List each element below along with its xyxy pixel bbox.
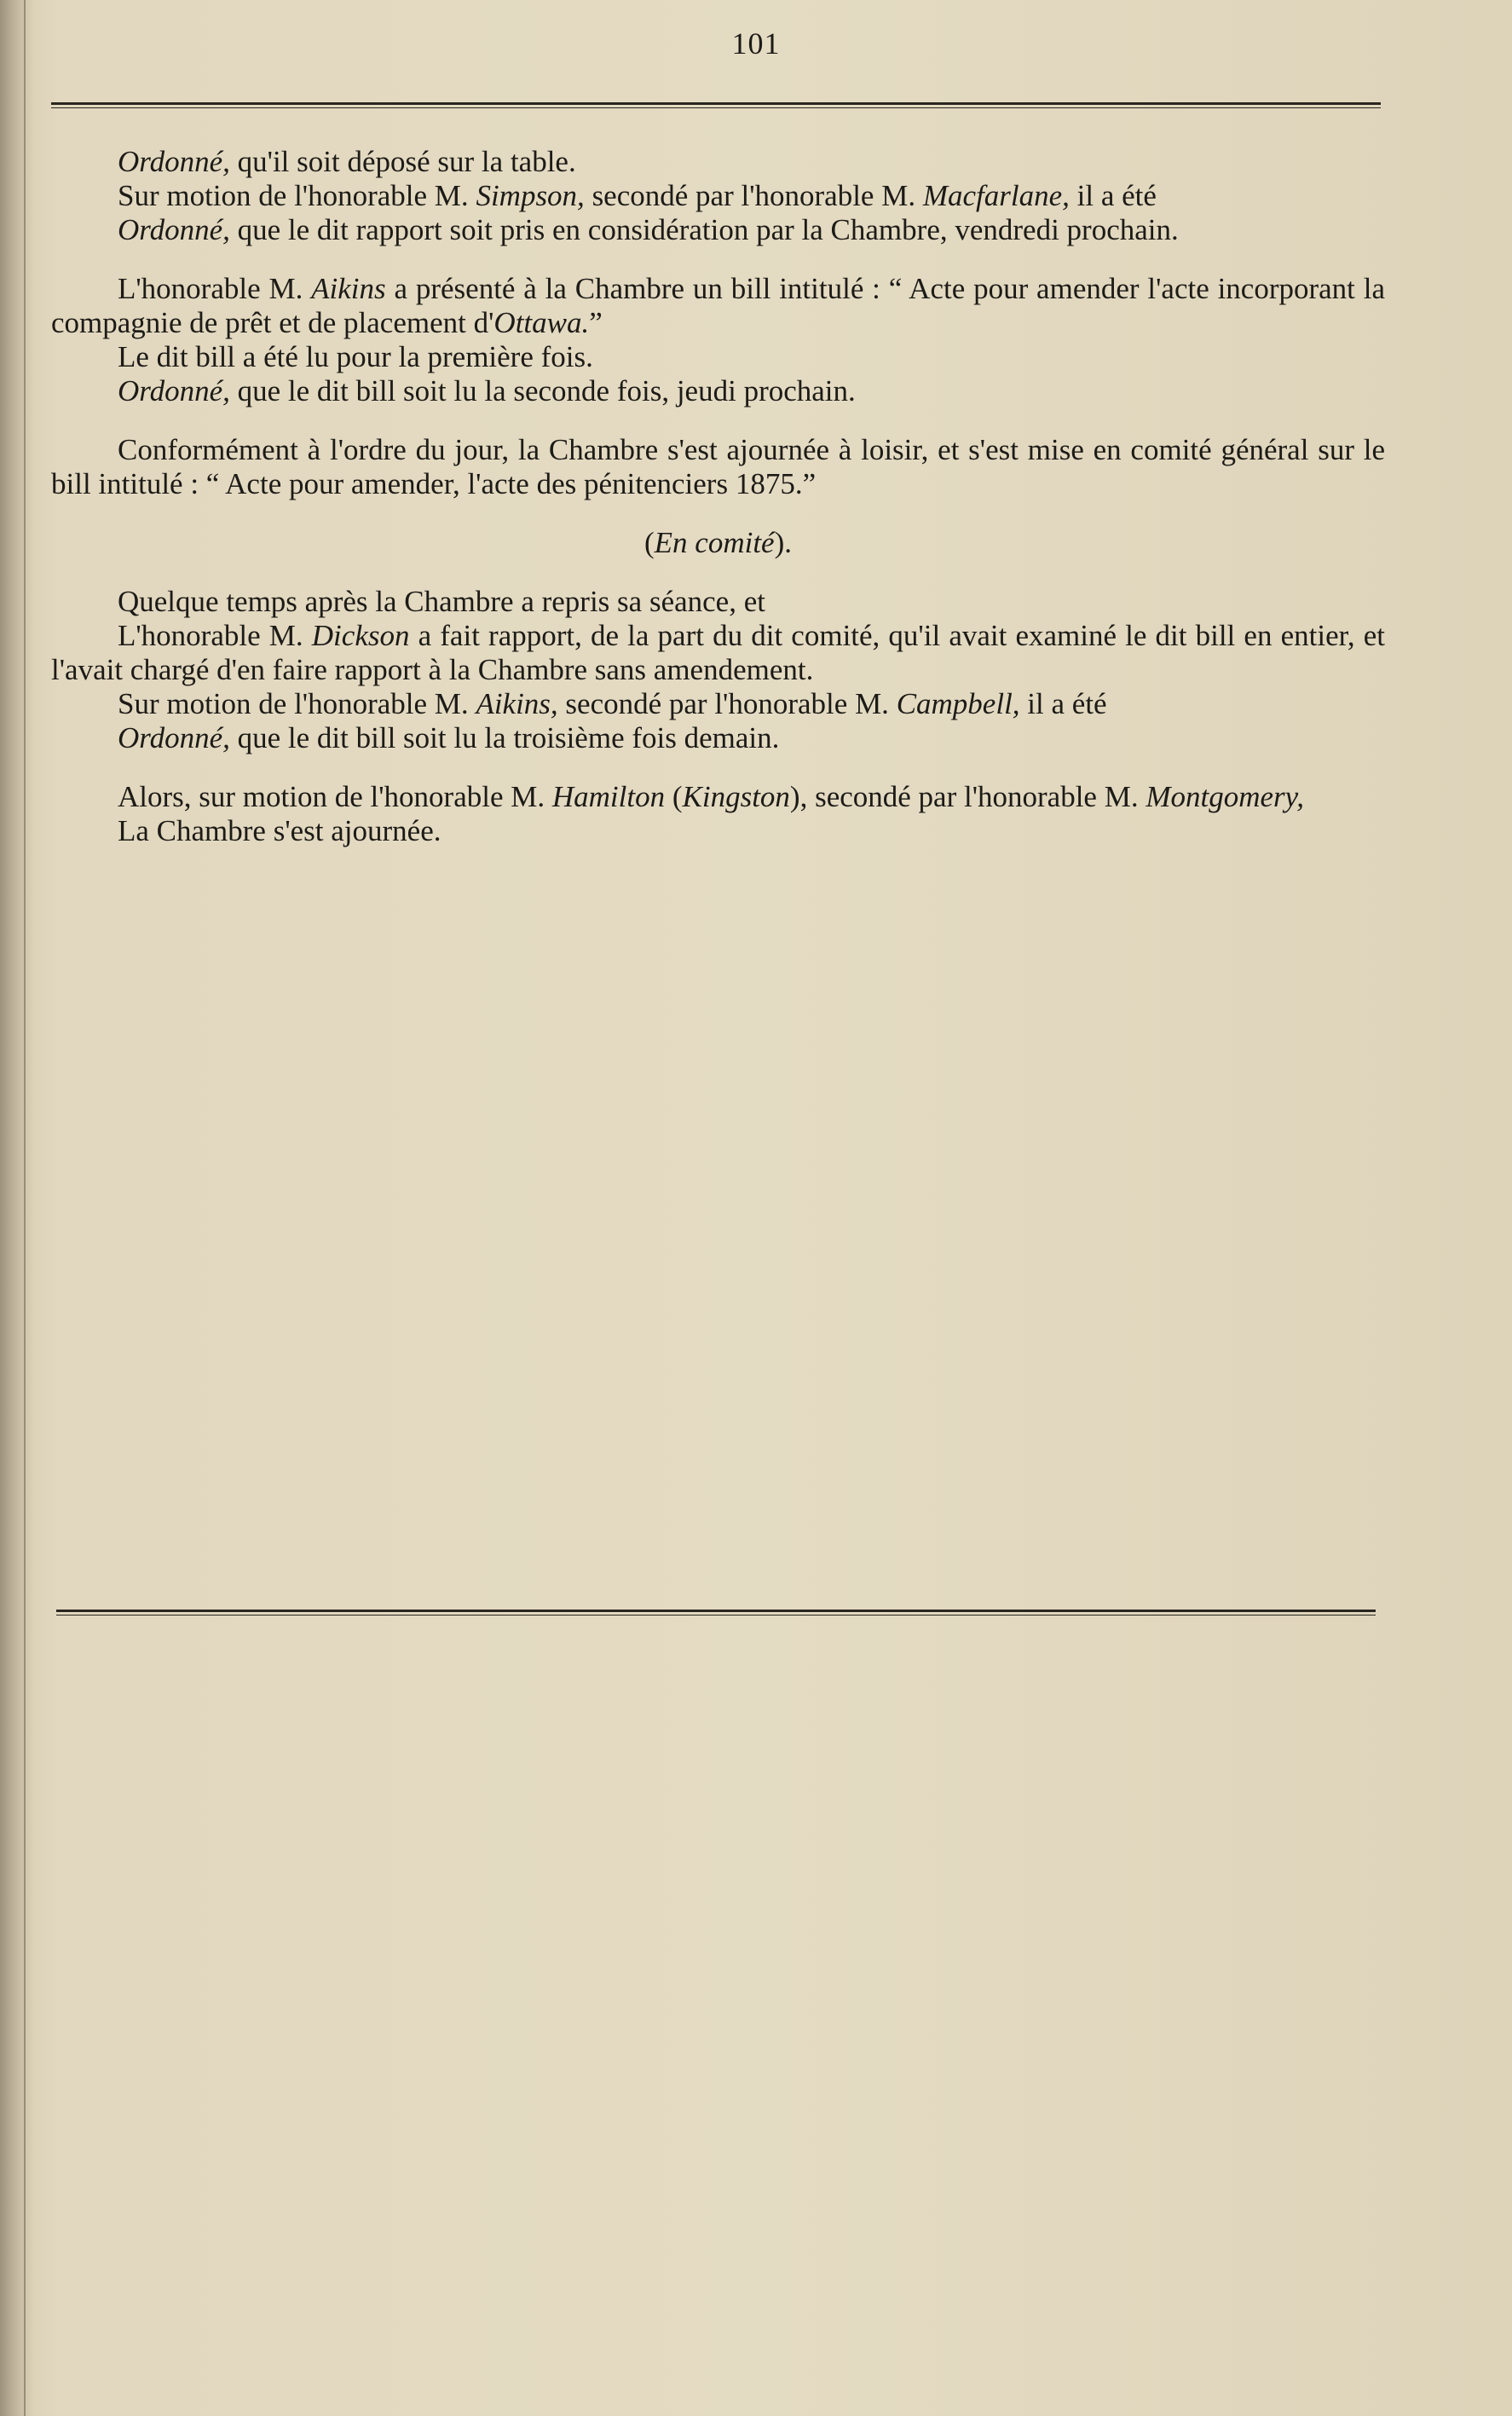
paragraph-text: que le dit bill soit lu la troisième fois demain.: [229, 721, 780, 754]
page-number: 101: [731, 26, 781, 61]
paragraph-adjourned: La Chambre s'est ajournée.: [118, 814, 441, 847]
name-simpson: Simpson,: [476, 179, 585, 212]
name-aikins: Aikins,: [476, 687, 558, 720]
paragraph-text: a présenté à la Chambre un bill intitulé : “ Acte pour amender l'acte incorporant la compagnie de prêt et de placement d': [51, 272, 1385, 339]
paragraph-text: Sur motion de l'honorable M.: [118, 687, 476, 720]
paragraph-text: que le dit rapport soit pris en considération par la Chambre, vendredi prochain.: [229, 213, 1179, 246]
paragraph-text: ), secondé par l'honorable M.: [789, 780, 1146, 813]
paragraph-motion-simpson: [51, 179, 1385, 213]
paren: (: [644, 526, 655, 559]
name-campbell: Campbell,: [896, 687, 1020, 720]
paragraph-first-reading: Le dit bill a été lu pour la première fois.: [118, 340, 593, 373]
paragraph-order-report: [51, 213, 1385, 247]
paragraph-text: Sur motion de l'honorable M.: [118, 179, 476, 212]
en-comite-heading: [51, 526, 1385, 560]
paragraph-order-tabled: [51, 145, 1385, 179]
journal-text: [51, 145, 1385, 848]
paragraph-text: secondé par l'honorable M.: [584, 179, 923, 212]
paragraph-text: ”: [589, 306, 603, 339]
paragraph-text: il a été: [1019, 687, 1107, 720]
paragraph-text: Alors, sur motion de l'honorable M.: [118, 780, 552, 813]
paragraph-order-second-reading: [51, 374, 1385, 408]
paragraph-committee: Conformément à l'ordre du jour, la Chambre s'est ajournée à loisir, et s'est mise en comité général sur le bill intitulé : “ Acte pour amender, l'acte des pénitenciers 1875.”: [51, 433, 1385, 500]
paragraph-bill-aikins: [51, 272, 1385, 340]
paren: ).: [774, 526, 792, 559]
ordonne-label: Ordonné,: [118, 145, 230, 178]
paragraph-text: il a été: [1069, 179, 1157, 212]
name-dickson: Dickson: [311, 619, 410, 652]
ordonne-label: Ordonné,: [118, 374, 230, 407]
paragraph-text: L'honorable M.: [118, 619, 312, 652]
header-rule: [51, 102, 1381, 108]
paragraph-order-third-reading: [51, 721, 1385, 755]
binding-edge-line: [24, 0, 26, 2416]
paragraph-report-dickson: [51, 619, 1385, 687]
name-kingston: Kingston: [682, 780, 790, 813]
binding-gutter: [0, 0, 34, 2416]
ordonne-label: Ordonné,: [118, 213, 230, 246]
name-hamilton: Hamilton: [551, 780, 666, 813]
paragraph-adjournment-motion: [51, 780, 1385, 814]
paragraph-text: (: [665, 780, 683, 813]
paragraph-text: L'honorable M.: [118, 272, 312, 305]
paragraph-text: qu'il soit déposé sur la table.: [229, 145, 576, 178]
ordonne-label: Ordonné,: [118, 721, 230, 754]
paragraph-motion-aikins: [51, 687, 1385, 721]
name-macfarlane: Macfarlane,: [922, 179, 1070, 212]
paragraph-resumed: Quelque temps après la Chambre a repris sa séance, et: [118, 585, 765, 618]
en-comite-label: En comité: [654, 526, 775, 559]
name-aikins: Aikins: [311, 272, 386, 305]
footer-rule: [56, 1610, 1376, 1615]
paragraph-text: que le dit bill soit lu la seconde fois, jeudi prochain.: [229, 374, 856, 407]
name-ottawa: Ottawa.: [493, 306, 590, 339]
paragraph-text: a fait rapport, de la part du dit comité, qu'il avait examiné le dit bill en entier, et l'avait chargé d'en faire rapport à la Chambre sans amendement.: [51, 619, 1385, 686]
paragraph-text: secondé par l'honorable M.: [557, 687, 897, 720]
name-montgomery: Montgomery,: [1146, 780, 1305, 813]
